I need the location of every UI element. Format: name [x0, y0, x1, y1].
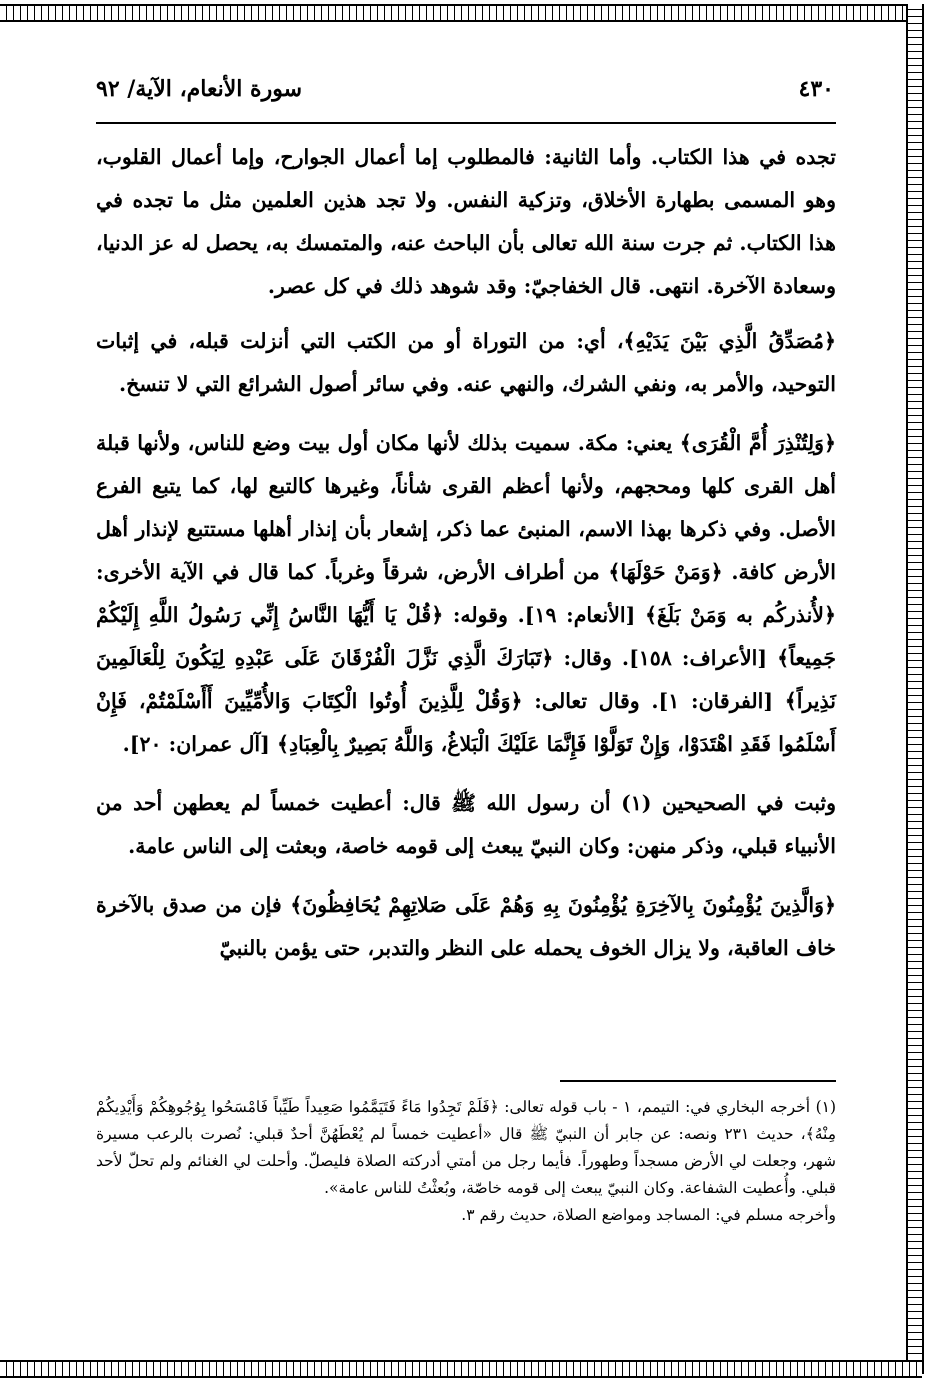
main-text	[96, 136, 836, 986]
paragraph: ﴿وَالَّذِينَ يُؤْمِنُونَ بِالآخِرَةِ يُؤْمِنُونَ بِهِ وَهُمْ عَلَى صَلاتِهِمْ يُحَافِظُونَ﴾ فإن من صدق بالآخرة خاف العاقبة، ولا يزال الخوف يحمله على النظر والتدبر، حتى يؤمن بالنبيّ	[96, 893, 836, 960]
footnotes	[96, 1094, 836, 1229]
page-header	[96, 70, 834, 110]
footnote: وأخرجه مسلم في: المساجد ومواضع الصلاة، حديث رقم ٣.	[461, 1206, 836, 1224]
page-number: ٤٣٠	[798, 76, 834, 102]
page-border-top	[0, 4, 922, 22]
header-rule	[96, 122, 836, 124]
footnote: (١) أخرجه البخاري في: التيمم، ١ - باب قوله تعالى: ﴿فَلَمْ تَجِدُوا مَاءً فَتَيَمَّمُوا صَعِيداً طَيِّباً فَامْسَحُوا بِوُجُوهِكُمْ وَأَيْدِيكُمْ مِنْهُ﴾، حديث ٢٣١ ونصه: عن جابر أن النبيّ ﷺ قال «أعطيت خمساً لم يُعْطَهُنَّ أحدٌ قبلي: نُصرت بالرعب مسيرة شهر، وجعلت لي الأرض مسجداً وطهوراً. فأيما رجل من أمتي أدركته الصلاة فليصلّ. وأحلت لي الغنائم ولم تحلّ لأحد قبلي. وأُعطيت الشفاعة. وكان النبيّ يبعث إلى قومه خاصّة، وبُعثْتُ للناس عامة».	[96, 1098, 837, 1197]
page-border-right	[906, 4, 924, 1374]
paragraph: تجده في هذا الكتاب. وأما الثانية: فالمطلوب إما أعمال الجوارح، وإما أعمال القلوب، وهو المسمى بطهارة الأخلاق، وتزكية النفس. ولا تجد هذين العلمين مثل ما تجده في هذا الكتاب. ثم جرت سنة الله تعالى بأن الباحث عنه، والمتمسك به، يحصل له عز الدنيا، وسعادة الآخرة. انتهى. قال الخفاجيّ: وقد شوهد ذلك في كل عصر.	[96, 145, 836, 298]
paragraph: وثبت في الصحيحين (١) أن رسول الله ﷺ قال: أعطيت خمساً لم يعطهن أحد من الأنبياء قبلي، وذكر منهن: وكان النبيّ يبعث إلى قومه خاصة، وبعثت إلى الناس عامة.	[96, 791, 836, 858]
paragraph: ﴿وَلِتُنْذِرَ أُمَّ الْقُرَى﴾ يعني: مكة. سميت بذلك لأنها مكان أول بيت وضع للناس، ولأنها قبلة أهل القرى كلها ومحجهم، ولأنها أعظم القرى شأناً، وغيرها كالتبع لها، كما يتبع الفرع الأصل. وفي ذكرها بهذا الاسم، المنبئ عما ذكر، إشعار بأن إنذار أهلها مستتبع لإنذار أهل الأرض كافة. ﴿وَمَنْ حَوْلَهَا﴾ من أطراف الأرض، شرقاً وغرباً. كما قال في الآية الأخرى: ﴿لأُنذركُم به وَمَنْ بَلَغَ﴾ [الأنعام: ١٩]. وقوله: ﴿قُلْ يَا أَيُّهَا النَّاسُ إِنِّي رَسُولُ اللَّهِ إِلَيْكُمْ جَمِيعاً﴾ [الأعراف: ١٥٨]. وقال: ﴿تَبَارَكَ الَّذِي نَزَّلَ الْفُرْقَانَ عَلَى عَبْدِهِ لِيَكُونَ لِلْعَالَمِينَ نَذِيراً﴾ [الفرقان: ١]. وقال تعالى: ﴿وَقُلْ لِلَّذِينَ أُوتُوا الْكِتَابَ وَالأُمِّيِّينَ أَأَسْلَمْتُمْ، فَإِنْ أَسْلَمُوا فَقَدِ اهْتَدَوْا، وَإِنْ تَوَلَّوْا فَإِنَّمَا عَلَيْكَ الْبَلاغُ، وَاللَّهُ بَصِيرٌ بِالْعِبَادِ﴾ [آل عمران: ٢٠].	[96, 431, 836, 756]
paragraph: ﴿مُصَدِّقُ الَّذِي بَيْنَ يَدَيْهِ﴾، أي: من التوراة أو من الكتب التي أنزلت قبله، في إثبات التوحيد، والأمر به، ونفي الشرك، والنهي عنه. وفي سائر أصول الشرائع التي لا تنسخ.	[96, 329, 836, 396]
page-border-bottom	[0, 1360, 922, 1378]
running-title: سورة الأنعام، الآية/ ٩٢	[96, 76, 302, 102]
footnote-separator	[560, 1080, 836, 1082]
